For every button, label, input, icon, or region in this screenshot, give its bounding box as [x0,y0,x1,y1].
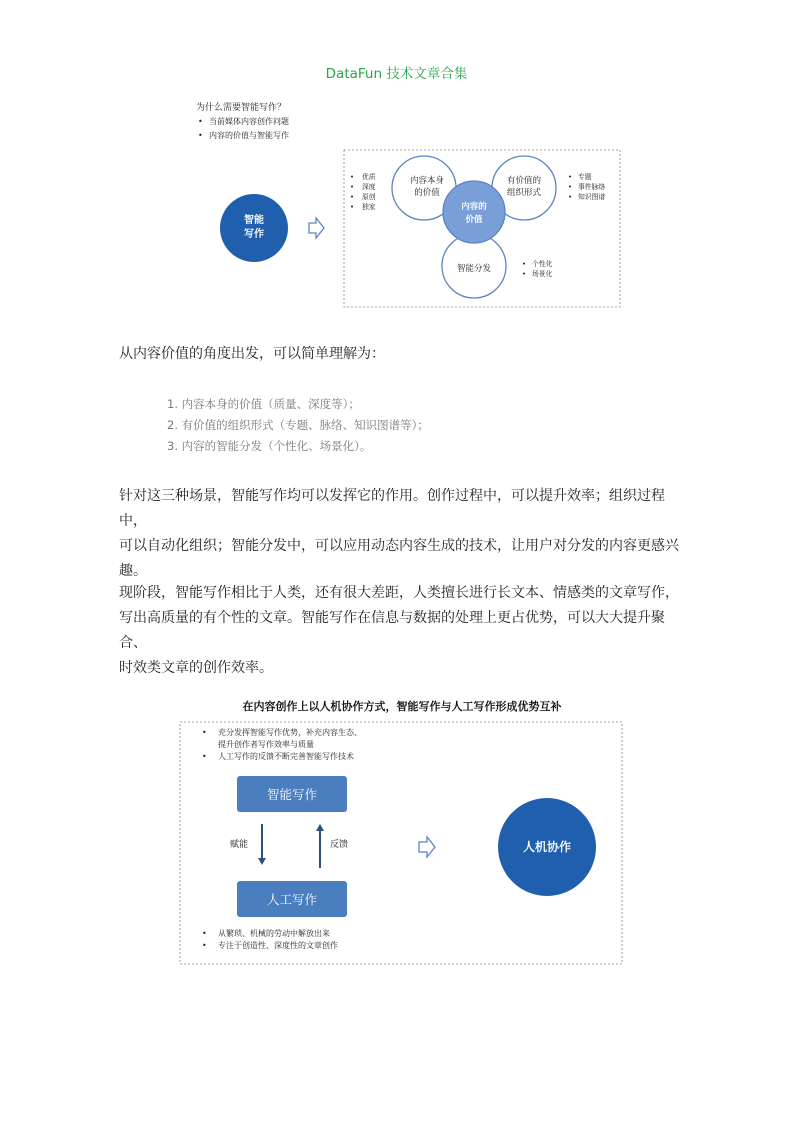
fig1-question: 为什么需要智能写作？ [196,103,287,113]
svg-text:专题: 专题 [578,173,592,181]
list-item: 2. 有价值的组织形式（专题、脉络、知识图谱等）； [167,418,429,432]
paragraph-scenarios: 针对这三种场景，智能写作均可以发挥它的作用。创作过程中，可以提升效率；组织过程中， 可以自动化组织；智能分发中，可以应用动态内容生成的技术，让用户对分发的内容更感兴 趣。 [119,488,679,579]
svg-text:充分发挥智能写作优势，补充内容生态、: 充分发挥智能写作优势，补充内容生态、 [218,728,362,737]
svg-text:•: • [568,193,573,201]
svg-text:专注于创造性、深度性的文章创作: 专注于创造性、深度性的文章创作 [218,941,338,950]
figure-human-machine [176,692,628,970]
main-circle-line1: 智能 [244,215,264,226]
svg-text:•: • [522,260,527,268]
header-title: DataFun 技术文章合集 [325,66,468,82]
svg-text:智能写作: 智能写作 [266,787,318,802]
figure-content-value [190,96,630,312]
value-list [167,394,429,457]
svg-text:提升创作者写作效率与质量: 提升创作者写作效率与质量 [218,740,314,749]
svg-text:场景化: 场景化 [532,270,553,278]
svg-text:人机协作: 人机协作 [522,840,572,854]
circle-center [443,181,505,243]
svg-text:•: • [202,752,207,761]
svg-text:•: • [350,173,355,181]
svg-text:的价值: 的价值 [414,188,440,198]
svg-text:•: • [202,728,207,737]
list-item: 1. 内容本身的价值（质量、深度等）； [167,397,360,411]
svg-text:•: • [568,173,573,181]
svg-text:从繁琐、机械的劳动中解放出来: 从繁琐、机械的劳动中解放出来 [218,929,330,938]
fig1-bullet-2: 内容的价值与智能写作 [209,131,289,140]
svg-text:人工写作的反馈不断完善智能写作技术: 人工写作的反馈不断完善智能写作技术 [218,752,354,761]
svg-text:•: • [202,929,207,938]
arrow-right-icon [309,218,324,238]
list-item: 3. 内容的智能分发（个性化、场景化）。 [167,439,372,453]
svg-text:原创: 原创 [362,193,376,201]
svg-text:•: • [522,270,527,278]
svg-text:•: • [202,941,207,950]
svg-text:•: • [350,183,355,191]
svg-text:知识图谱: 知识图谱 [578,193,606,201]
svg-text:•: • [198,131,203,140]
svg-text:•: • [198,117,203,126]
svg-text:智能分发: 智能分发 [456,264,492,274]
svg-text:•: • [350,193,355,201]
intro-text: 从内容价值的角度出发，可以简单理解为： [119,346,385,362]
fig1-bullet-1: 当前媒体内容创作问题 [209,117,289,126]
svg-text:赋能: 赋能 [230,840,249,850]
svg-text:组织形式: 组织形式 [506,188,542,198]
svg-text:内容本身: 内容本身 [409,176,445,186]
svg-text:人工写作: 人工写作 [266,892,318,907]
svg-text:价值: 价值 [465,215,483,225]
main-circle [220,194,288,262]
svg-text:•: • [350,203,355,211]
svg-text:深度: 深度 [362,183,376,191]
svg-text:优质: 优质 [362,173,376,181]
fig2-title: 在内容创作上以人机协作方式，智能写作与人工写作形成优势互补 [242,700,562,713]
paragraph-current-stage: 现阶段，智能写作相比于人类，还有很大差距，人类擅长进行长文本、情感类的文章写作， 写出高质量的有个性的文章。智能写作在信息与数据的处理上更占优势，可以大大提升聚合、 时效类文章的创作效率。 [119,585,679,676]
svg-text:•: • [568,183,573,191]
svg-text:独家: 独家 [362,203,376,211]
svg-text:事件脉络: 事件脉络 [578,183,606,191]
svg-text:内容的: 内容的 [461,202,487,212]
main-circle-line2: 写作 [244,229,264,240]
svg-text:反馈: 反馈 [330,840,349,850]
svg-text:个性化: 个性化 [532,260,553,268]
svg-text:有价值的: 有价值的 [506,176,542,186]
